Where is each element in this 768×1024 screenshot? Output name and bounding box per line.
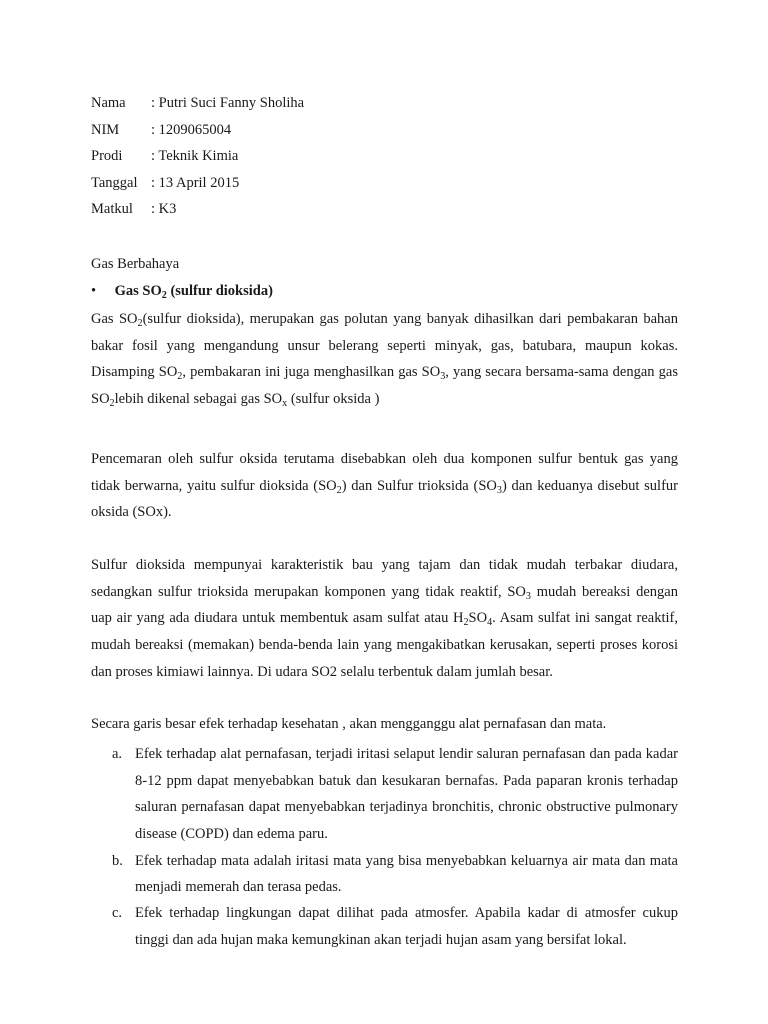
subscript-text: 2 — [336, 484, 342, 496]
list-item — [91, 741, 678, 848]
bullet-icon: • — [91, 283, 97, 299]
info-row-matkul — [91, 198, 304, 225]
info-value: : K3 — [151, 201, 177, 218]
info-value: : 1209065004 — [151, 121, 232, 138]
paragraph-3: Sulfur dioksida mempunyai karakteristik bau yang tajam dan tidak mudah terbakar diudara, sedangkan sulfur trioksida merupakan komponen yang tidak reaktif, $SO_3$ mudah bereaksi dengan uap air yang ada diudara untuk membentuk asam sulfat atau $H_2SO_4$. Asam sulfat ini sangat reaktif, mudah bereaksi (memakan) benda-benda lain yang mengakibatkan kerusakan, seperti proses korosi dan proses kimiawi lainnya. Di udara SO2 selalu terbentuk dalam jumlah besar. — [91, 557, 678, 680]
subscript-text: 3 — [440, 371, 446, 383]
paragraph-1: Gas $SO_2(sulfur$ dioksida), merupakan gas polutan yang banyak dihasilkan dari pembakaran bahan bakar fosil yang mengandung unsur belerang seperti minyak, gas, batubara, maupun kokas. Disamping $SO_2$, pembakaran ini juga menghasilkan gas $SO_3$, yang secara bersama-sama dengan gas $SO_2lebih$ dikenal sebagai gas $SO_x$ (sulfur oksida ) — [91, 311, 678, 409]
info-label: NIM — [91, 121, 120, 138]
list-item-text: Efek terhadap lingkungan dapat dilihat pada atmosfer. Apabila kadar di atmosfer cukup tinggi dan ada hujan maka kemungkinan akan terjadi hujan asam yang bersifat lokal. — [135, 904, 678, 948]
subscript-text: 3 — [525, 590, 531, 602]
subscript-text: 2 — [161, 289, 167, 301]
info-value: : 13 April 2015 — [151, 174, 240, 191]
subscript-text: 4 — [487, 617, 493, 629]
subscript-text: 2 — [137, 317, 143, 329]
subscript-text: x — [282, 397, 288, 409]
effects-list — [91, 741, 678, 953]
subscript-text: 2 — [463, 617, 469, 629]
info-row-nim — [91, 119, 304, 146]
info-row-prodi — [91, 145, 304, 172]
bullet-heading-text: Gas $SO_2$ (sulfur dioksida) — [114, 283, 273, 301]
list-item-text: Efek terhadap mata adalah iritasi mata yang bisa menyebabkan keluarnya air mata dan mata menjadi memerah dan terasa pedas. — [135, 852, 678, 895]
info-row-tanggal — [91, 172, 304, 199]
info-value: : Putri Suci Fanny Sholiha — [151, 95, 305, 111]
bullet-heading — [91, 281, 273, 301]
list-item — [91, 848, 678, 900]
list-marker: c. — [112, 904, 123, 921]
info-value: : Teknik Kimia — [151, 148, 239, 165]
info-label: Matkul — [91, 201, 133, 218]
section-title: Gas Berbahaya — [91, 256, 180, 272]
student-info — [91, 92, 304, 225]
list-item — [91, 900, 678, 953]
subscript-text: 3 — [496, 484, 502, 496]
paragraph-4: Secara garis besar efek terhadap kesehatan , akan mengganggu alat pernafasan dan mata. — [91, 716, 607, 732]
info-label: Nama — [91, 95, 126, 111]
info-row-nama — [91, 92, 304, 119]
info-label: Prodi — [91, 148, 123, 165]
paragraph-2: Pencemaran oleh sulfur oksida terutama disebabkan oleh dua komponen sulfur bentuk gas yang tidak berwarna, yaitu sulfur dioksida $(SO_2)$ dan Sulfur trioksida $(SO_3)$ dan keduanya disebut sulfur oksida (SOx). — [91, 451, 678, 521]
list-marker: a. — [112, 746, 123, 762]
list-item-text: Efek terhadap alat pernafasan, terjadi iritasi selaput lendir saluran pernafasan dan pada kadar 8-12 ppm dapat menyebabkan batuk dan kesukaran bernafas. Pada paparan kronis terhadap saluran pernafasan dapat menyebabkan terjadinya bronchitis, chronic obstructive pulmonary disease (COPD) dan edema paru. — [135, 746, 678, 843]
subscript-text: 2 — [177, 371, 183, 383]
info-label: Tanggal — [91, 174, 138, 191]
list-marker: b. — [112, 852, 123, 869]
subscript-text: 2 — [109, 397, 115, 409]
